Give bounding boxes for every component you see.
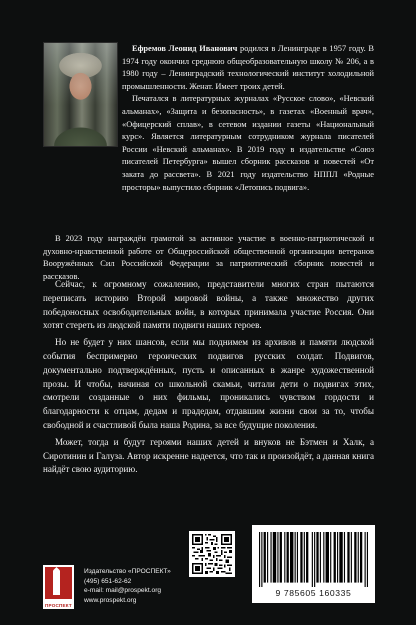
isbn-number: 9 785605 160335 [275,588,352,598]
publisher-info [84,567,194,605]
author-name: Ефремов Леонид Иванович [132,44,238,53]
publisher-logo [43,565,74,609]
publisher-email: e-mail: mail@prospekt.org [84,587,162,594]
footer [0,525,416,625]
bio-paragraph-3: В 2023 году награждён грамотой за активное участие в военно-патриотической и духовно-нравственной работе от Общероссийской общественной организации ветеранов Вооружённых Сил Российской Федерации за патриотический сборник повестей и рассказов. [43,234,374,281]
author-bio [122,43,374,194]
qr-code [189,531,235,577]
annotation-paragraph-2: Но не будет у них шансов, если мы поднимем из архивов и памяти людской события беспримерно героических подвигов русских солдат. Подвигов, документально подтверждённых, пусть и описанных в жанре художественной прозы. И чтобы, начиная со школьной скамьи, читали дети о подвигах этих, смотрели созданные о них фильмы, проникались чувством гордости и благодарности к отцам, дедам и прадедам, отдавшим жизни свои за то, чтобы свободной и счастливой была наша Родина, за все будущие поколения. [43,337,374,430]
annotation-text [43,278,374,480]
bio-paragraph-1: родился в Ленинграде в 1957 году. В 1974 году окончил среднюю общеобразовательную школу № 206, а в 1980 году – Ленинградский технологический институт холодильной промышленности. Женат. Имеет троих детей. [122,44,374,91]
annotation-paragraph-1: Сейчас, к огромному сожалению, представители многих стран пытаются переписать историю Второй мировой войны, а также множество других победоносных освободительных войн, в которых принимала участие Россия. Они хотят стереть из людской памяти подвиги наших героев. [43,279,374,331]
author-photo [43,42,118,147]
publisher-logo-caption: ПРОСПЕКТ [45,603,72,608]
barcode-graphic [259,532,368,587]
qr-code-graphic [192,534,232,574]
annotation-paragraph-3: Может, тогда и будут героями наших детей и внуков не Бэтмен и Халк, а Сиротинин и Галуза. Автор искренне надеется, что так и произойдёт, а данная книга найдёт свою аудиторию. [43,436,374,475]
publisher-phone: (495) 651-62-62 [84,577,132,585]
isbn-barcode [252,525,375,603]
publisher-name: Издательство «ПРОСПЕКТ» [84,568,171,575]
bio-paragraph-2: Печатался в литературных журналах «Русское слово», «Невский альманах», «Защита и безопасность», в газетах «Военный врач», «Офицерский сплав», в сетевом издании газеты «Национальный курс». Является литературным сотрудником журнала писателей России «Невский альманах». В 2019 году в издательстве «Союз писателей Петербурга» вышел сборник рассказов и повестей «От заката до рассвета». В 2021 году издательство НППЛ «Родные просторы» выпустило сборник «Летопись подвига». [122,94,374,192]
publisher-website[interactable]: www.prospekt.org [84,596,137,604]
